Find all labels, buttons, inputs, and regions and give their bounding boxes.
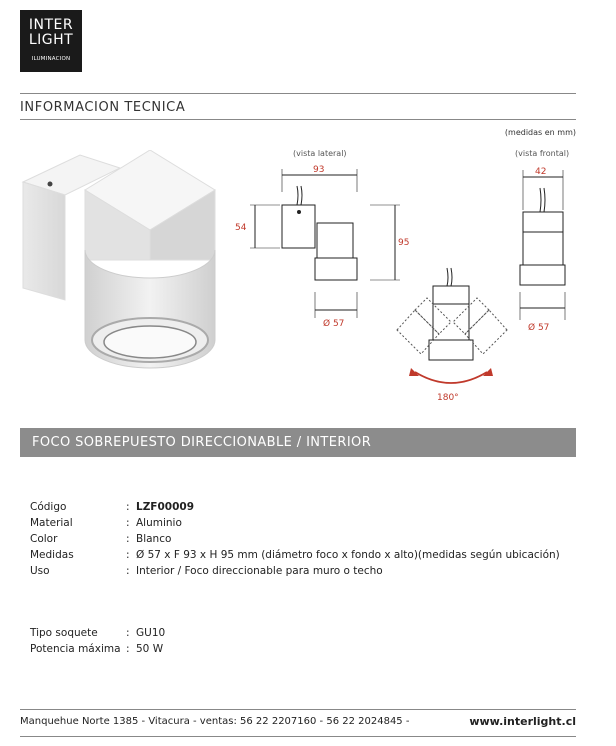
spec-row-use — [30, 563, 560, 579]
front-view-label: (vista frontal) — [515, 149, 570, 158]
spec-row-socket — [30, 625, 165, 641]
dim-height-54: 54 — [235, 223, 247, 233]
footer-divider — [20, 709, 576, 710]
spec-value: Interior / Foco direccionable para muro o techo — [136, 565, 383, 577]
spec-key: Material — [30, 517, 73, 529]
section-title: INFORMACION TECNICA — [20, 100, 186, 115]
dim-depth-93: 93 — [313, 165, 325, 175]
spec-row-color — [30, 531, 560, 547]
spec-colon: : — [126, 627, 130, 639]
rotation-view-drawing — [397, 268, 507, 383]
spec-key: Código — [30, 501, 67, 513]
specs-electrical — [30, 625, 165, 657]
footer-website-link[interactable]: www.interlight.cl — [469, 715, 576, 728]
dim-rotation-180: 180° — [437, 393, 459, 403]
product-photo — [20, 150, 220, 370]
spec-value: Blanco — [136, 533, 172, 545]
spec-colon: : — [126, 565, 130, 577]
product-title: FOCO SOBREPUESTO DIRECCIONABLE / INTERIOR — [32, 435, 372, 450]
spec-key: Uso — [30, 565, 50, 577]
brand-logo — [20, 10, 82, 72]
technical-diagram — [225, 140, 585, 410]
spec-value: Aluminio — [136, 517, 182, 529]
spec-value: 50 W — [136, 643, 164, 655]
spec-row-power — [30, 641, 165, 657]
top-divider — [20, 93, 576, 94]
rotation-arrow-right-icon — [483, 368, 493, 376]
spec-key: Potencia máxima — [30, 643, 121, 655]
spec-key: Medidas — [30, 549, 74, 561]
spec-key: Color — [30, 533, 58, 545]
side-view-drawing — [250, 169, 400, 318]
logo-text-line3: ILUMINACION — [31, 56, 71, 62]
spec-key: Tipo soquete — [30, 627, 98, 639]
spec-colon: : — [126, 517, 130, 529]
spec-colon: : — [126, 549, 130, 561]
spec-value: GU10 — [136, 627, 166, 639]
spec-colon: : — [126, 501, 130, 513]
section-divider — [20, 119, 576, 120]
spec-colon: : — [126, 533, 130, 545]
spec-colon: : — [126, 643, 130, 655]
spec-row-material — [30, 515, 560, 531]
rotation-arrow-left-icon — [409, 368, 419, 376]
dim-width-42: 42 — [535, 167, 547, 177]
spec-value: Ø 57 x F 93 x H 95 mm (diámetro foco x fondo x alto)(medidas según ubicación) — [136, 549, 560, 561]
units-note: (medidas en mm) — [504, 128, 576, 137]
side-view-label: (vista lateral) — [293, 149, 347, 158]
spec-value: LZF00009 — [136, 501, 195, 513]
footer-address: Manquehue Norte 1385 - Vitacura - ventas: 56 22 2207160 - 56 22 2024845 - — [20, 716, 410, 727]
logo-text-line2: LIGHT — [28, 32, 74, 48]
spec-row-dimensions — [30, 547, 560, 563]
logo-text-line1: INTER — [28, 17, 74, 33]
dim-diameter-57-front: Ø 57 — [528, 323, 550, 333]
specs-table — [30, 499, 560, 579]
dim-diameter-57-side: Ø 57 — [323, 319, 345, 329]
spec-row-code — [30, 499, 560, 515]
front-view-drawing — [520, 170, 565, 320]
dim-height-95: 95 — [398, 238, 410, 248]
product-title-banner — [20, 428, 576, 457]
bottom-divider — [20, 736, 576, 737]
